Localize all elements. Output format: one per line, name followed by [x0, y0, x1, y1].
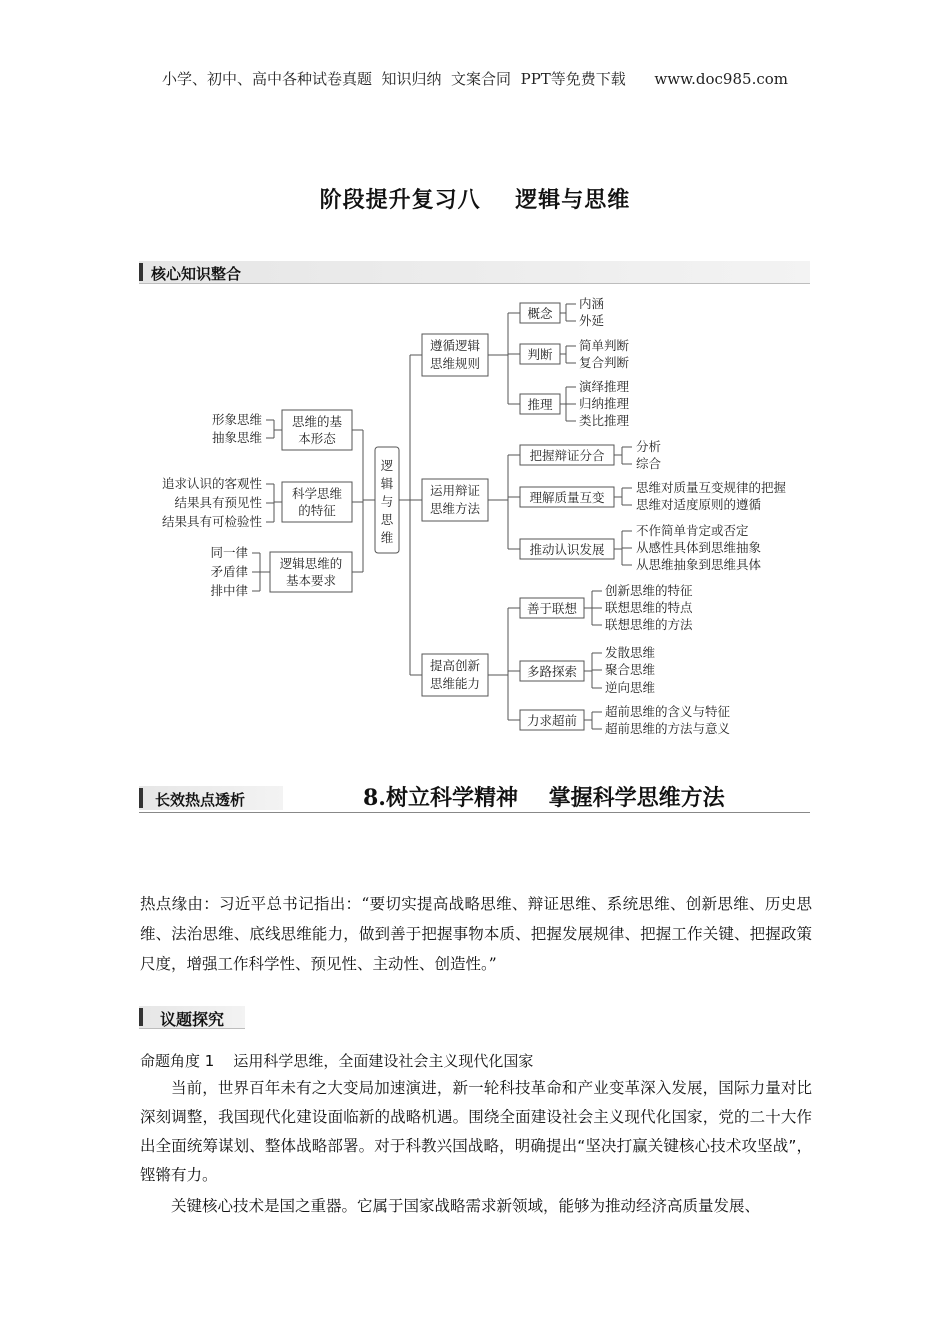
- sub-item: 演绎推理: [579, 379, 630, 394]
- sub-item: 逆向思维: [605, 680, 656, 695]
- center-char: 逻: [380, 458, 394, 473]
- right-box-line: 思维方法: [429, 501, 481, 516]
- right-box-line: 提高创新: [429, 658, 481, 673]
- page-header: 小学、初中、高中各种试卷真题 知识归纳 文案合同 PPT等免费下载 www.doc985.com: [161, 70, 788, 88]
- sub-item: 联想思维的特点: [605, 600, 693, 615]
- left-item: 结果具有预见性: [174, 495, 262, 510]
- section-marker: [139, 263, 143, 281]
- hotspot-reason: 热点缘由：习近平总书记指出：“要切实提高战略思维、辩证思维、系统思维、创新思维、历史思维、法治思维、底线思维能力，做到善于把握事物本质、把握发展规律、把握工作关键、把握政策尺度，增强工作科学性、预见性、主动性、创造性。”: [140, 895, 812, 973]
- sub-box-label: 推理: [527, 397, 553, 412]
- left-box-line: 基本要求: [285, 573, 337, 588]
- left-item: 形象思维: [211, 412, 262, 427]
- sub-item: 简单判断: [579, 338, 630, 353]
- sub-item: 超前思维的含义与特征: [605, 704, 731, 719]
- right-box-line: 遵循逻辑: [429, 338, 481, 353]
- sub-item: 联想思维的方法: [605, 617, 693, 632]
- sub-item: 外延: [579, 313, 605, 328]
- center-char: 思: [380, 512, 394, 527]
- sub-item: 发散思维: [605, 645, 656, 660]
- left-item: 结果具有可检验性: [161, 514, 262, 529]
- sub-item: 不作简单肯定或否定: [636, 523, 749, 538]
- sub-item: 思维对适度原则的遵循: [636, 497, 762, 512]
- left-box-line: 的特征: [298, 503, 336, 518]
- sub-box-label: 理解质量互变: [529, 490, 605, 505]
- body-paragraph: 当前，世界百年未有之大变局加速演进，新一轮科技革命和产业变革深入发展，国际力量对比深刻调整，我国现代化建设面临新的战略机遇。围绕全面建设社会主义现代化国家，党的二十大作出全面统筹谋划、整体战略部署。对于科教兴国战略，明确提出“坚决打赢关键核心技术攻坚战”，铿锵有力。: [140, 1079, 812, 1184]
- sub-item: 思维对质量互变规律的把握: [636, 480, 787, 495]
- left-item: 同一律: [210, 545, 248, 560]
- section-underline: [139, 812, 810, 813]
- hotspot-title: 8.树立科学精神 掌握科学思维方法: [363, 785, 725, 811]
- left-item: 排中律: [210, 583, 248, 598]
- section-label-hotspot: 长效热点透析: [155, 791, 246, 809]
- section-label-topic: 议题探究: [160, 1010, 225, 1029]
- left-box-line: 本形态: [298, 431, 336, 446]
- sub-item: 归纳推理: [579, 396, 630, 411]
- sub-item: 分析: [636, 439, 662, 454]
- sub-box-label: 推动认识发展: [529, 542, 605, 557]
- center-char: 辑: [380, 476, 394, 491]
- mind-map: [0, 285, 950, 745]
- left-box-line: 逻辑思维的: [279, 556, 343, 571]
- sub-box-label: 善于联想: [526, 601, 578, 616]
- sub-item: 聚合思维: [605, 662, 656, 677]
- sub-item: 从感性具体到思维抽象: [636, 540, 762, 555]
- sub-item: 超前思维的方法与意义: [605, 721, 731, 736]
- sub-item: 创新思维的特征: [605, 583, 693, 598]
- sub-item: 复合判断: [579, 355, 630, 370]
- section-marker: [139, 788, 143, 808]
- sub-box-label: 概念: [527, 306, 553, 321]
- right-box-line: 思维规则: [429, 356, 481, 371]
- sub-item: 综合: [636, 456, 662, 471]
- sub-box-label: 判断: [527, 347, 553, 362]
- right-box-line: 思维能力: [429, 676, 481, 691]
- center-char: 维: [380, 530, 394, 545]
- left-item: 抽象思维: [211, 430, 262, 445]
- sub-box-label: 力求超前: [526, 713, 578, 728]
- sub-item: 类比推理: [579, 413, 630, 428]
- sub-item: 内涵: [579, 296, 605, 311]
- left-box-line: 科学思维: [291, 486, 343, 501]
- sub-box-label: 多路探索: [526, 664, 578, 679]
- center-char: 与: [380, 494, 394, 509]
- section-marker: [139, 1008, 143, 1026]
- left-item: 矛盾律: [210, 564, 248, 579]
- sub-item: 从思维抽象到思维具体: [636, 557, 762, 572]
- left-item: 追求认识的客观性: [161, 476, 262, 491]
- sub-box-label: 把握辩证分合: [529, 448, 605, 463]
- section-label-core-knowledge: 核心知识整合: [151, 265, 242, 283]
- right-box-line: 运用辩证: [429, 483, 481, 498]
- page-title: 阶段提升复习八 逻辑与思维: [319, 188, 631, 213]
- body-paragraph: 关键核心技术是国之重器。它属于国家战略需求新领域，能够为推动经济高质量发展、: [171, 1197, 761, 1215]
- proposition-angle: 命题角度 1 运用科学思维，全面建设社会主义现代化国家: [140, 1052, 534, 1070]
- left-box-line: 思维的基: [291, 414, 343, 429]
